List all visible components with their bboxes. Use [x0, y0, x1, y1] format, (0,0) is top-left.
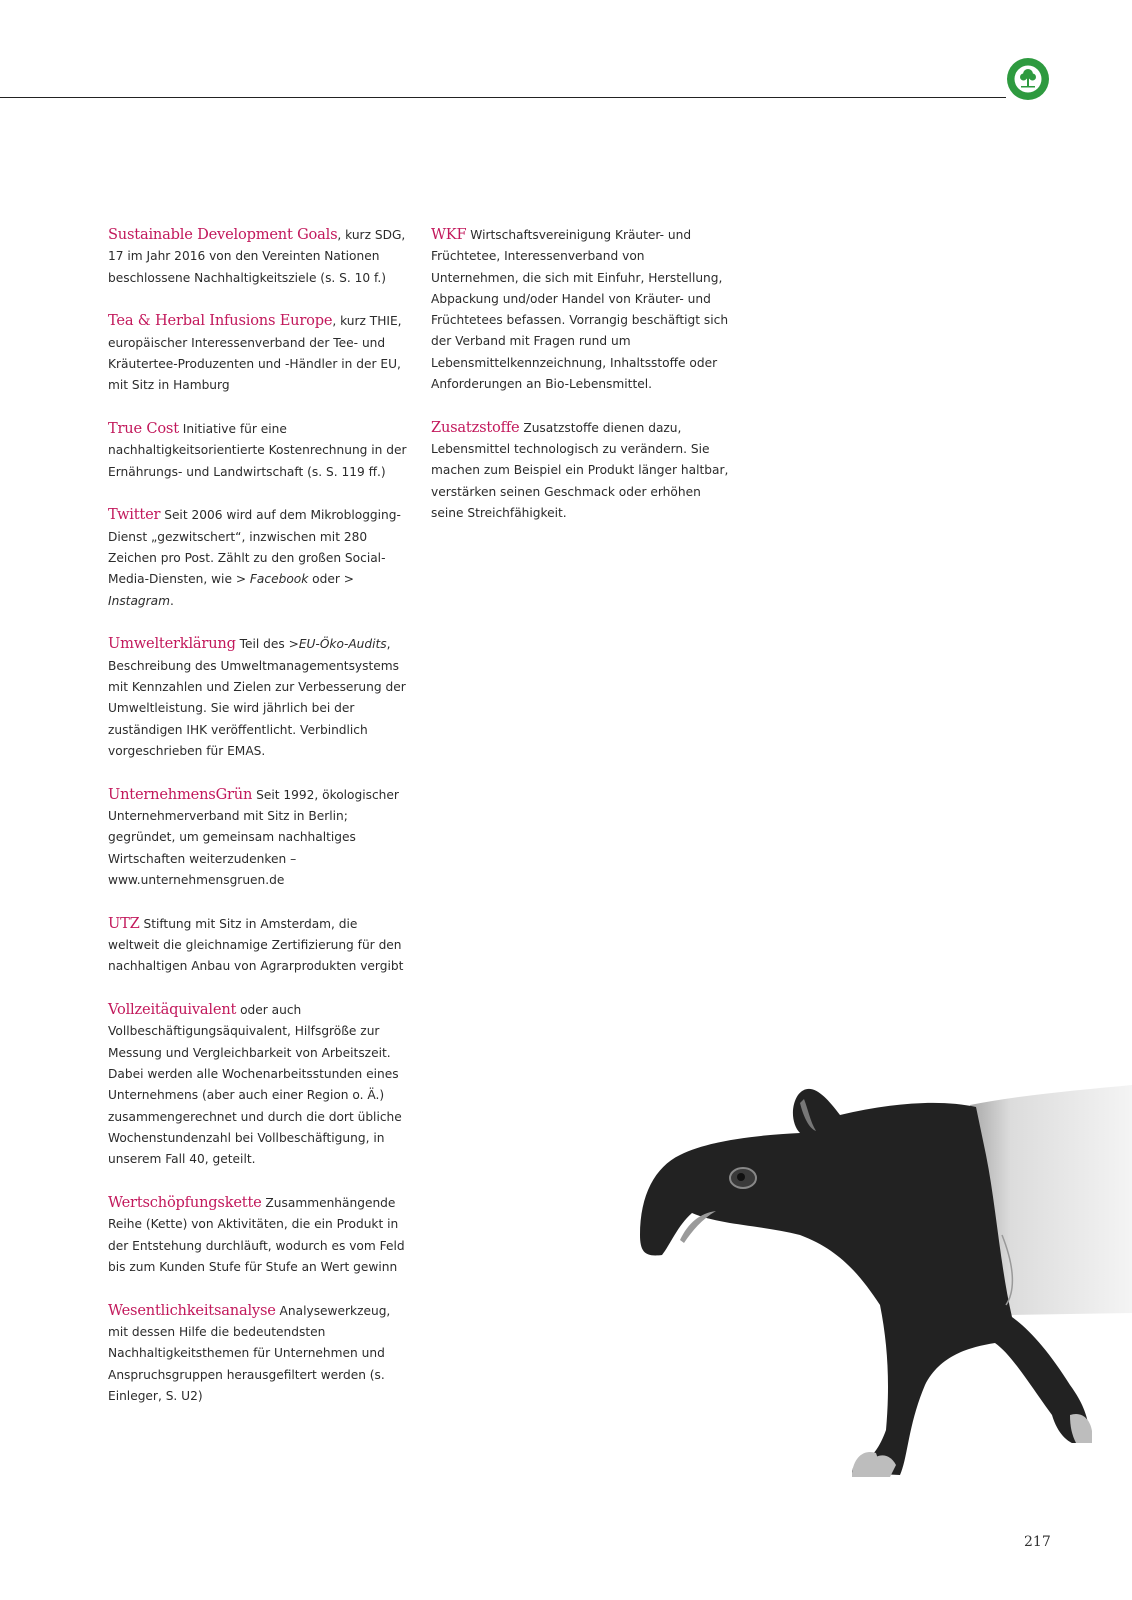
glossary-term: WKF: [431, 226, 467, 243]
glossary-entry-wesentlichkeitsanalyse: [108, 1300, 408, 1407]
tapir-illustration: [640, 1085, 1132, 1485]
glossary-column-right: [431, 224, 731, 546]
glossary-definition: , kurz THIE, europäischer Interessenverband der Tee- und Kräutertee-Produzenten und -Händler in der EU, mit Sitz in Hamburg: [108, 314, 402, 393]
glossary-column-left: [108, 224, 408, 1429]
glossary-definition: Initiative für eine nachhaltigkeitsorientierte Kostenrechnung in der Ernährungs- und Landwirtschaft (s. S. 119 ff.): [108, 422, 407, 479]
glossary-definition: Zusatzstoffe dienen dazu, Lebensmittel technologisch zu verändern. Sie machen zum Beispiel ein Produkt länger haltbar, verstärken seinen Geschmack oder erhöhen seine Streichfähigkeit.: [431, 420, 729, 521]
tree-seal-icon: [1006, 57, 1050, 101]
glossary-entry-utz: [108, 913, 408, 978]
glossary-entry-true-cost: [108, 418, 408, 483]
glossary-entry-zusatzstoffe: [431, 417, 731, 524]
glossary-entry-sdg: [108, 224, 408, 289]
glossary-definition: Teil des >: [235, 637, 299, 652]
glossary-definition: Zusammenhängende Reihe (Kette) von Aktivitäten, die ein Produkt in der Entstehung durchläuft, wodurch es vom Feld bis zum Kunden Stufe für Stufe an Wert gewinn: [108, 1195, 405, 1274]
glossary-term: True Cost: [108, 420, 179, 438]
glossary-entry-umwelterklaerung: [108, 633, 408, 762]
glossary-entry-wkf: [431, 224, 731, 395]
cross-reference: Facebook: [249, 572, 309, 587]
header-rule: [0, 97, 1006, 98]
glossary-definition: , kurz SDG, 17 im Jahr 2016 von den Vereinten Nationen beschlossene Nachhaltigkeitsziele (s. S. 10 f.): [108, 228, 406, 285]
glossary-definition: Seit 1992, ökologischer Unternehmerverband mit Sitz in Berlin; gegründet, um gemeinsam nachhaltiges Wirtschaften weiterzudenken – www.unternehmensgruen.de: [108, 787, 399, 887]
glossary-definition: .: [170, 593, 174, 608]
glossary-term: Tea & Herbal Infusions Europe: [108, 312, 333, 330]
page-number: 217: [1024, 1534, 1051, 1550]
glossary-term: Sustainable Development Goals: [108, 226, 338, 243]
glossary-definition: , Beschreibung des Umweltmanagementsystems mit Kennzahlen und Zielen zur Verbesserung der Umweltleistung. Sie wird jährlich bei der zuständigen IHK veröffentlicht. Verbindlich vorgeschrieben für EMAS.: [108, 637, 406, 758]
glossary-term: Umwelterklärung: [108, 635, 236, 653]
glossary-definition: Seit 2006 wird auf dem Mikroblogging-Dienst „gezwitschert“, inzwischen mit 280 Zeichen pro Post. Zählt zu den großen Social-Media-Diensten, wie >: [108, 508, 401, 587]
glossary-term: UnternehmensGrün: [108, 785, 253, 803]
cross-reference: EU-Öko-Audits: [298, 637, 387, 652]
glossary-term: Vollzeitäquivalent: [108, 1001, 237, 1019]
glossary-entry-thie: [108, 310, 408, 396]
glossary-definition: Analysewerkzeug, mit dessen Hilfe die bedeutendsten Nachhaltigkeitsthemen für Unternehmen und Anspruchsgruppen herausgefiltert werden (s. Einleger, S. U2): [108, 1303, 391, 1403]
glossary-entry-twitter: [108, 504, 408, 611]
glossary-entry-unternehmensgruen: [108, 784, 408, 891]
glossary-term: Wesentlichkeitsanalyse: [108, 1301, 276, 1319]
glossary-definition: Wirtschaftsvereinigung Kräuter- und Früchtetee, Interessenverband von Unternehmen, die sich mit Einfuhr, Herstellung, Abpackung und/oder Handel von Kräuter- und Früchtetees befassen. Vorrangig beschäftigt sich der Verband mit Fragen rund um Lebensmittelkennzeichnung, Inhaltsstoffe oder Anforderungen an Bio-Lebensmittel.: [431, 228, 729, 392]
glossary-entry-wertschoepfungskette: [108, 1192, 408, 1278]
cross-reference: Instagram: [108, 593, 171, 608]
glossary-definition: Stiftung mit Sitz in Amsterdam, die weltweit die gleichnamige Zertifizierung für den nachhaltigen Anbau von Agrarprodukten vergibt: [108, 916, 404, 974]
glossary-term: Twitter: [108, 506, 161, 524]
glossary-definition: oder >: [308, 572, 354, 587]
glossary-term: Zusatzstoffe: [431, 418, 520, 436]
glossary-term: UTZ: [108, 914, 140, 932]
glossary-entry-vollzeitaequivalent: [108, 999, 408, 1170]
glossary-term: Wertschöpfungskette: [108, 1193, 262, 1211]
glossary-definition: oder auch Vollbeschäftigungsäquivalent, Hilfsgröße zur Messung und Vergleichbarkeit von Arbeitszeit. Dabei werden alle Wochenarbeitsstunden eines Unternehmens (aber auch einer Region o. Ä.) zusammengerechnet und durch die dort übliche Wochenstundenzahl bei Vollbeschäftigung, in unserem Fall 40, geteilt.: [108, 1003, 402, 1167]
